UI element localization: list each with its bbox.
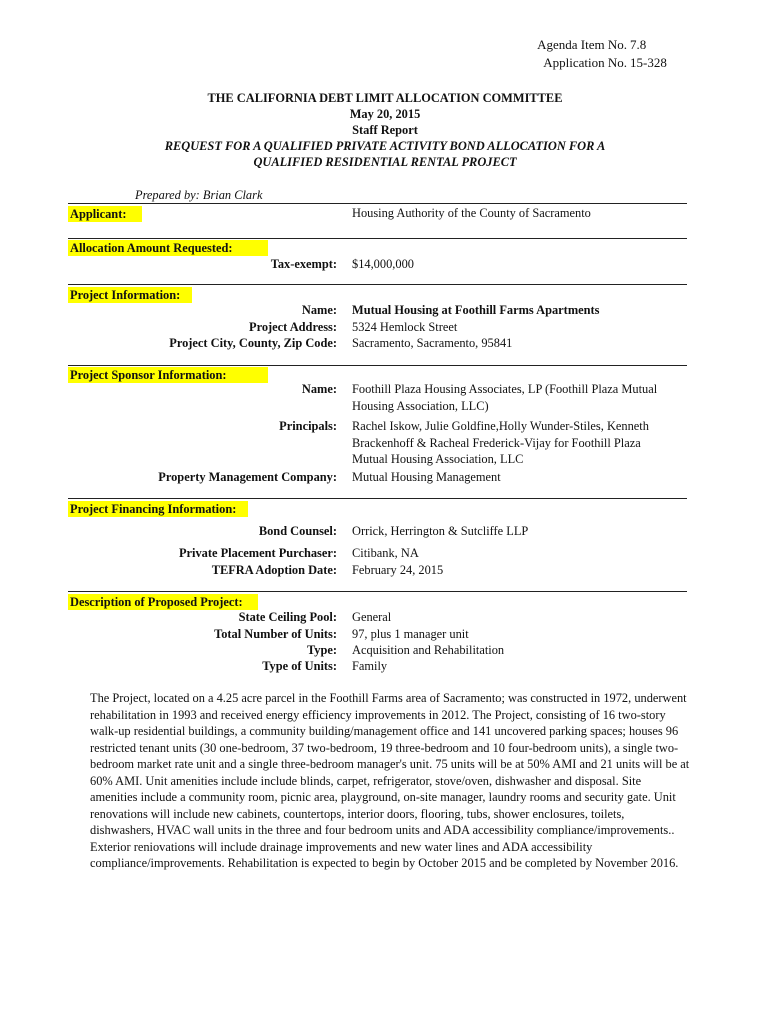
project-address-value: 5324 Hemlock Street: [352, 319, 458, 334]
property-management-label: Property Management Company:: [158, 470, 337, 484]
principals-value: [352, 418, 692, 468]
divider: [68, 203, 687, 204]
divider: [68, 284, 687, 285]
report-type: Staff Report: [352, 123, 418, 137]
sponsor-name-line: Foothill Plaza Housing Associates, LP (Foothill Plaza Mutual: [352, 382, 658, 396]
application-value: 15-328: [630, 55, 667, 70]
report-header: [60, 90, 710, 170]
report-date: May 20, 2015: [349, 107, 421, 121]
tax-exempt-label: Tax-exempt:: [270, 257, 337, 271]
agenda-item-value: 7.8: [630, 37, 647, 52]
state-ceiling-pool-label: State Ceiling Pool:: [238, 610, 337, 624]
allocation-heading: Allocation Amount Requested:: [68, 240, 268, 256]
tefra-label: TEFRA Adoption Date:: [211, 562, 337, 577]
project-address-label: Project Address:: [249, 319, 337, 334]
type-of-units-value: Family: [352, 659, 388, 673]
sponsor-heading: Project Sponsor Information:: [68, 367, 268, 383]
divider: [68, 591, 687, 592]
sponsor-name-value: [352, 381, 692, 414]
bond-counsel-label: Bond Counsel:: [258, 524, 337, 538]
property-management-value: Mutual Housing Management: [352, 470, 501, 484]
type-of-units-label: Type of Units:: [262, 659, 337, 673]
total-units-label: Total Number of Units:: [214, 626, 337, 641]
type-label: Type:: [306, 643, 337, 657]
financing-heading: Project Financing Information:: [68, 501, 248, 517]
sponsor-name-line: Housing Association, LLC): [352, 398, 489, 413]
purchaser-value: Citibank, NA: [352, 546, 419, 560]
type-value: Acquisition and Rehabilitation: [352, 643, 505, 657]
principals-label: Principals:: [279, 419, 337, 433]
description-heading: Description of Proposed Project:: [68, 594, 258, 610]
tefra-value: February 24, 2015: [352, 562, 444, 577]
divider: [68, 498, 687, 499]
applicant-heading: Applicant:: [68, 206, 142, 222]
divider: [68, 365, 687, 366]
sponsor-name-label: Name:: [301, 382, 337, 396]
request-line-1: REQUEST FOR A QUALIFIED PRIVATE ACTIVITY BOND ALLOCATION FOR A: [164, 139, 606, 153]
principals-line: Rachel Iskow, Julie Goldfine,Holly Wunder-Stiles, Kenneth: [352, 419, 649, 433]
project-name-label: Name:: [301, 303, 337, 317]
purchaser-label: Private Placement Purchaser:: [178, 546, 337, 560]
total-units-value: 97, plus 1 manager unit: [352, 626, 469, 641]
project-description-paragraph: The Project, located on a 4.25 acre parcel in the Foothill Farms area of Sacramento; was constructed in 1972, underwent rehabilitation in 1993 and received energy efficiency improvements in 2012. The Project, consisting of 16 two-story walk-up residential buildings, a community building/management office and 141 uncovered parking spaces; houses 96 restricted tenant units (30 one-bedroom, 37 two-bedroom, 19 three-bedroom and 10 four-bedroom units), a single two-bedroom market rate unit and a single three-bedroom manager's unit. 75 units will be at 50% AMI and 21 units will be at 60% AMI. Unit amenities include include blinds, carpet, refrigerator, stove/oven, dishwasher and disposal. Site amenities include a community room, picnic area, playground, on-site manager, laundry rooms and security gate. Unit renovations will include new cabinets, countertops, interior doors, flooring, tubs, shower enclosures, toilets, dishwashers, HVAC wall units in the three and four bedroom units and ADA accessibility compliance/improvements.. Exterior reniovations will include drainage improvements and new water lines and ADA accessibility compliance/improvements. Rehabilitation is expected to begin by October 2015 and be completed by November 2016.: [90, 691, 690, 870]
project-heading: Project Information:: [68, 287, 192, 303]
principals-line: Brackenhoff & Racheal Frederick-Vijay for Foothill Plaza: [352, 435, 641, 450]
applicant-value: Housing Authority of the County of Sacramento: [352, 206, 591, 220]
agenda-item-label: Agenda Item No.: [537, 37, 627, 52]
principals-line: Mutual Housing Association, LLC: [352, 452, 524, 466]
project-name-value: Mutual Housing at Foothill Farms Apartments: [352, 303, 600, 317]
prepared-by: Prepared by: Brian Clark: [135, 188, 263, 202]
project-city-label: Project City, County, Zip Code:: [169, 336, 337, 350]
project-city-value: Sacramento, Sacramento, 95841: [352, 336, 513, 350]
request-line-2: QUALIFIED RESIDENTIAL RENTAL PROJECT: [253, 155, 517, 169]
agenda-block: [526, 36, 686, 72]
tax-exempt-value: $14,000,000: [352, 257, 414, 271]
bond-counsel-value: Orrick, Herrington & Sutcliffe LLP: [352, 524, 529, 538]
state-ceiling-pool-value: General: [352, 610, 392, 624]
divider: [68, 238, 687, 239]
org-title: THE CALIFORNIA DEBT LIMIT ALLOCATION COMMITTEE: [207, 91, 563, 105]
application-label: Application No.: [543, 55, 627, 70]
